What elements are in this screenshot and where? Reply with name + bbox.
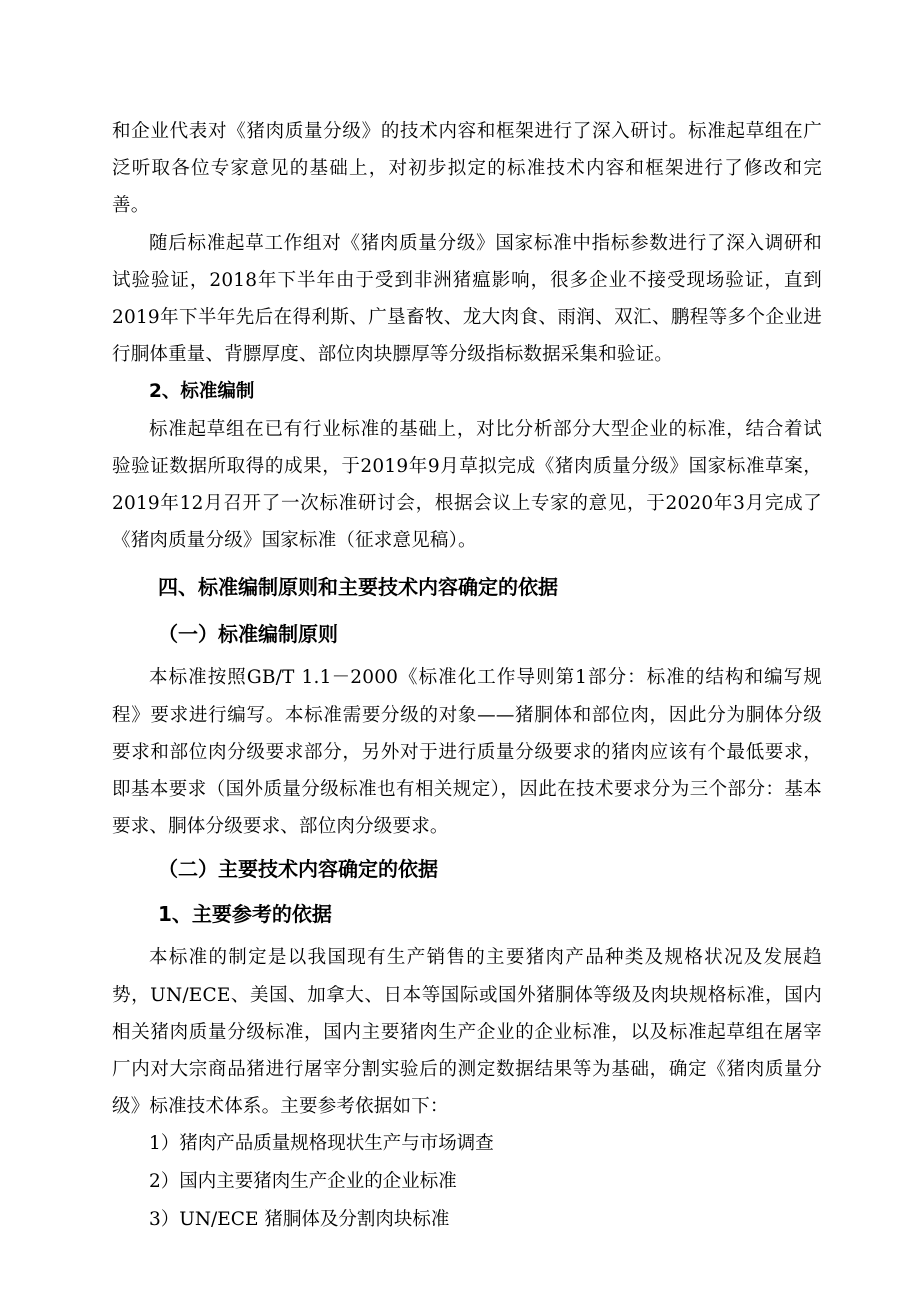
reference-list xyxy=(112,1125,822,1238)
list-item: 3）UN/ECE 猪胴体及分割肉块标准 xyxy=(149,1208,450,1230)
document-body xyxy=(112,113,822,1238)
subsection-title-principles: （一）标准编制原则 xyxy=(158,622,338,647)
paragraph-continuation: 和企业代表对《猪肉质量分级》的技术内容和框架进行了深入研讨。标准起草组在广泛听取各位专家意见的基础上，对初步拟定的标准技术内容和框架进行了修改和完善。 xyxy=(112,121,822,217)
paragraph-principles: 本标准按照GB/T 1.1－2000《标准化工作导则第1部分：标准的结构和编写规程》要求进行编写。本标准需要分级的对象——猪胴体和部位肉，因此分为胴体分级要求和部位肉分级要求部分，另外对于进行质量分级要求的猪肉应该有个最低要求，即基本要求（国外质量分级标准也有相关规定），因此在技术要求分为三个部分：基本要求、胴体分级要求、部位肉分级要求。 xyxy=(112,667,822,838)
list-item: 1）猪肉产品质量规格现状生产与市场调查 xyxy=(149,1133,494,1155)
section-title-principles-basis: 四、标准编制原则和主要技术内容确定的依据 xyxy=(158,575,558,600)
paragraph-validation: 随后标准起草工作组对《猪肉质量分级》国家标准中指标参数进行了深入调研和试验验证，2018年下半年由于受到非洲猪瘟影响，很多企业不接受现场验证，直到2019年下半年先后在得利斯、广垦畜牧、龙大肉食、雨润、双汇、鹏程等多个企业进行胴体重量、背膘厚度、部位肉块膘厚等分级指标数据采集和验证。 xyxy=(112,232,822,366)
list-item: 2）国内主要猪肉生产企业的企业标准 xyxy=(149,1171,457,1193)
subsection-title-main-references: 1、主要参考的依据 xyxy=(158,902,332,927)
paragraph-standard-drafting: 标准起草组在已有行业标准的基础上，对比分析部分大型企业的标准，结合着试验验证数据所取得的成果，于2019年9月草拟完成《猪肉质量分级》国家标准草案，2019年12月召开了一次标准研讨会，根据会议上专家的意见，于2020年3月完成了《猪肉质量分级》国家标准（征求意见稿）。 xyxy=(112,418,822,552)
subsection-title-basis: （二）主要技术内容确定的依据 xyxy=(158,857,438,882)
paragraph-main-references: 本标准的制定是以我国现有生产销售的主要猪肉产品种类及规格状况及发展趋势，UN/ECE、美国、加拿大、日本等国际或国外猪胴体等级及肉块规格标准，国内相关猪肉质量分级标准，国内主要猪肉生产企业的企业标准，以及标准起草组在屠宰厂内对大宗商品猪进行屠宰分割实验后的测定数据结果等为基础，确定《猪肉质量分级》标准技术体系。主要参考依据如下： xyxy=(112,947,822,1118)
heading-standard-drafting: 2、标准编制 xyxy=(149,381,255,403)
